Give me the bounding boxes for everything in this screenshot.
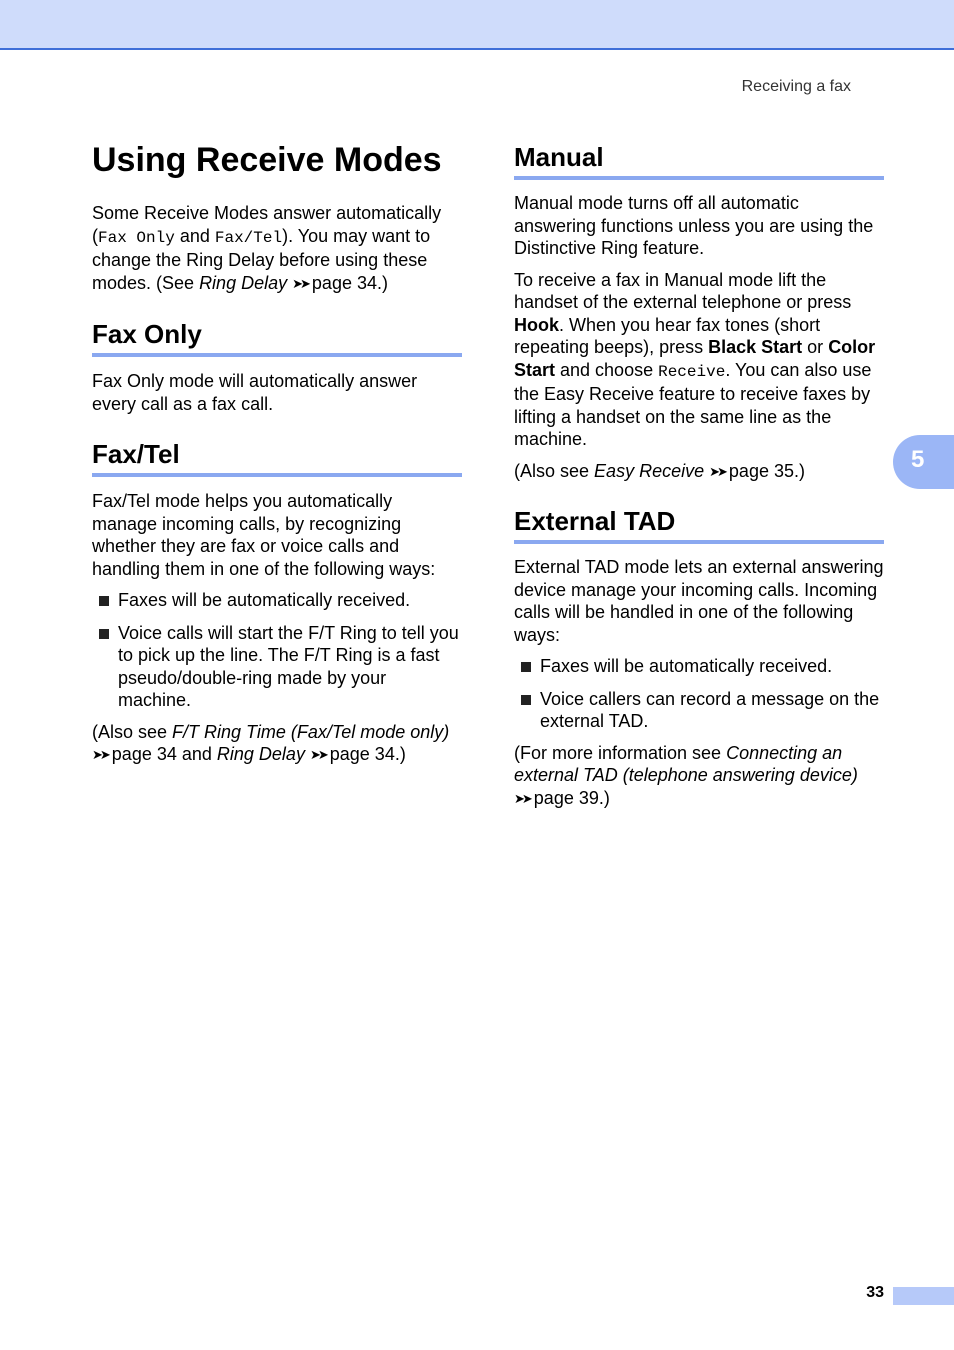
manual-text-3: or xyxy=(802,337,829,357)
page-title: Using Receive Modes xyxy=(92,141,442,179)
external-tad-more-info xyxy=(514,742,884,811)
intro-text-3: ). You may want to change the Ring Delay before using these modes. (See xyxy=(92,225,431,293)
also-text-3: page 34.) xyxy=(329,744,406,764)
black-start-key: Black Start xyxy=(708,337,803,357)
bullet-text: Faxes will be automatically received. xyxy=(540,656,833,676)
bullet-text: Voice callers can record a message on the external TAD. xyxy=(540,688,880,731)
running-head: Receiving a fax xyxy=(741,78,851,95)
manual-also-see xyxy=(514,460,884,484)
fax-only-setting: Fax Only xyxy=(98,228,175,247)
chapter-tab xyxy=(893,435,954,489)
arrows-icon: ➤➤ xyxy=(709,463,725,479)
ring-delay-ref: Ring Delay xyxy=(216,744,305,764)
arrows-icon: ➤➤ xyxy=(292,275,308,291)
square-bullet-icon xyxy=(99,629,109,639)
list-item xyxy=(514,688,884,733)
more-text-1: (For more information see xyxy=(514,742,727,763)
hook-key: Hook xyxy=(514,314,559,335)
manual-body-1: Manual mode turns off all automatic answering functions unless you are using the Distinctive Ring feature. xyxy=(514,193,874,258)
arrows-icon: ➤➤ xyxy=(309,747,326,762)
ring-delay-ref: Ring Delay xyxy=(199,272,288,293)
manual-text-5: . You can also use the Easy Receive feature to receive faxes by lifting a handset on the same line as the machine. xyxy=(514,359,872,449)
fax-tel-heading: Fax/Tel xyxy=(92,437,462,477)
page-number-tab xyxy=(893,1287,954,1305)
also-text-1: (Also see xyxy=(514,460,595,481)
more-text-2: page 39.) xyxy=(533,787,610,808)
manual-text-2: . When you hear fax tones (short repeating beeps), press xyxy=(514,314,821,357)
easy-receive-ref: Easy Receive xyxy=(594,460,705,481)
color-start-key: Color Start xyxy=(514,337,876,380)
list-item xyxy=(514,655,884,678)
intro-text-2: and xyxy=(174,225,215,246)
manual-text-4: and choose xyxy=(555,359,659,380)
bullet-text: Voice calls will start the F/T Ring to tell you to pick up the line. The F/T Ring is a fast pseudo/double-ring made by your machine. xyxy=(118,622,459,710)
fax-tel-also-see xyxy=(92,721,462,767)
left-column xyxy=(92,138,462,767)
arrows-icon: ➤➤ xyxy=(92,747,108,762)
square-bullet-icon xyxy=(521,662,531,672)
manual-text-1: To receive a fax in Manual mode lift the handset of the external telephone or press xyxy=(514,269,852,312)
external-tad-bullets xyxy=(514,655,884,733)
chapter-number: 5 xyxy=(911,446,925,473)
also-text-2: page 35.) xyxy=(728,460,805,481)
fax-tel-body: Fax/Tel mode helps you automatically manage incoming calls, by recognizing whether they are fax or voice calls and handling them in one of the following ways: xyxy=(92,491,436,579)
also-text-2: page 34 and xyxy=(111,744,217,764)
external-tad-heading: External TAD xyxy=(514,504,884,544)
top-header-band xyxy=(0,0,954,50)
square-bullet-icon xyxy=(99,596,109,606)
fax-tel-setting: Fax/Tel xyxy=(214,228,283,247)
page-number: 33 xyxy=(866,1284,884,1301)
fax-only-heading: Fax Only xyxy=(92,317,462,357)
manual-body-2 xyxy=(514,269,884,451)
square-bullet-icon xyxy=(521,695,531,705)
intro-text-1: Some Receive Modes answer automatically ( xyxy=(92,203,442,246)
fax-only-body: Fax Only mode will automatically answer every call as a fax call. xyxy=(92,371,418,414)
receive-setting: Receive xyxy=(658,362,726,381)
bullet-text: Faxes will be automatically received. xyxy=(118,590,411,610)
intro-text-4: page 34.) xyxy=(311,272,388,293)
also-text-1: (Also see xyxy=(92,721,173,742)
fax-tel-bullets xyxy=(92,589,462,712)
intro-paragraph xyxy=(92,202,462,295)
arrows-icon: ➤➤ xyxy=(514,790,530,806)
right-column xyxy=(514,140,884,810)
connecting-tad-ref: Connecting an external TAD (telephone answering device) xyxy=(514,742,858,785)
external-tad-body: External TAD mode lets an external answering device manage your incoming calls. Incoming calls will be handled in one of the following ways: xyxy=(514,557,884,645)
manual-heading: Manual xyxy=(514,140,884,180)
ft-ring-time-ref: F/T Ring Time (Fax/Tel mode only) xyxy=(172,721,450,742)
list-item xyxy=(92,622,462,712)
list-item xyxy=(92,589,462,612)
